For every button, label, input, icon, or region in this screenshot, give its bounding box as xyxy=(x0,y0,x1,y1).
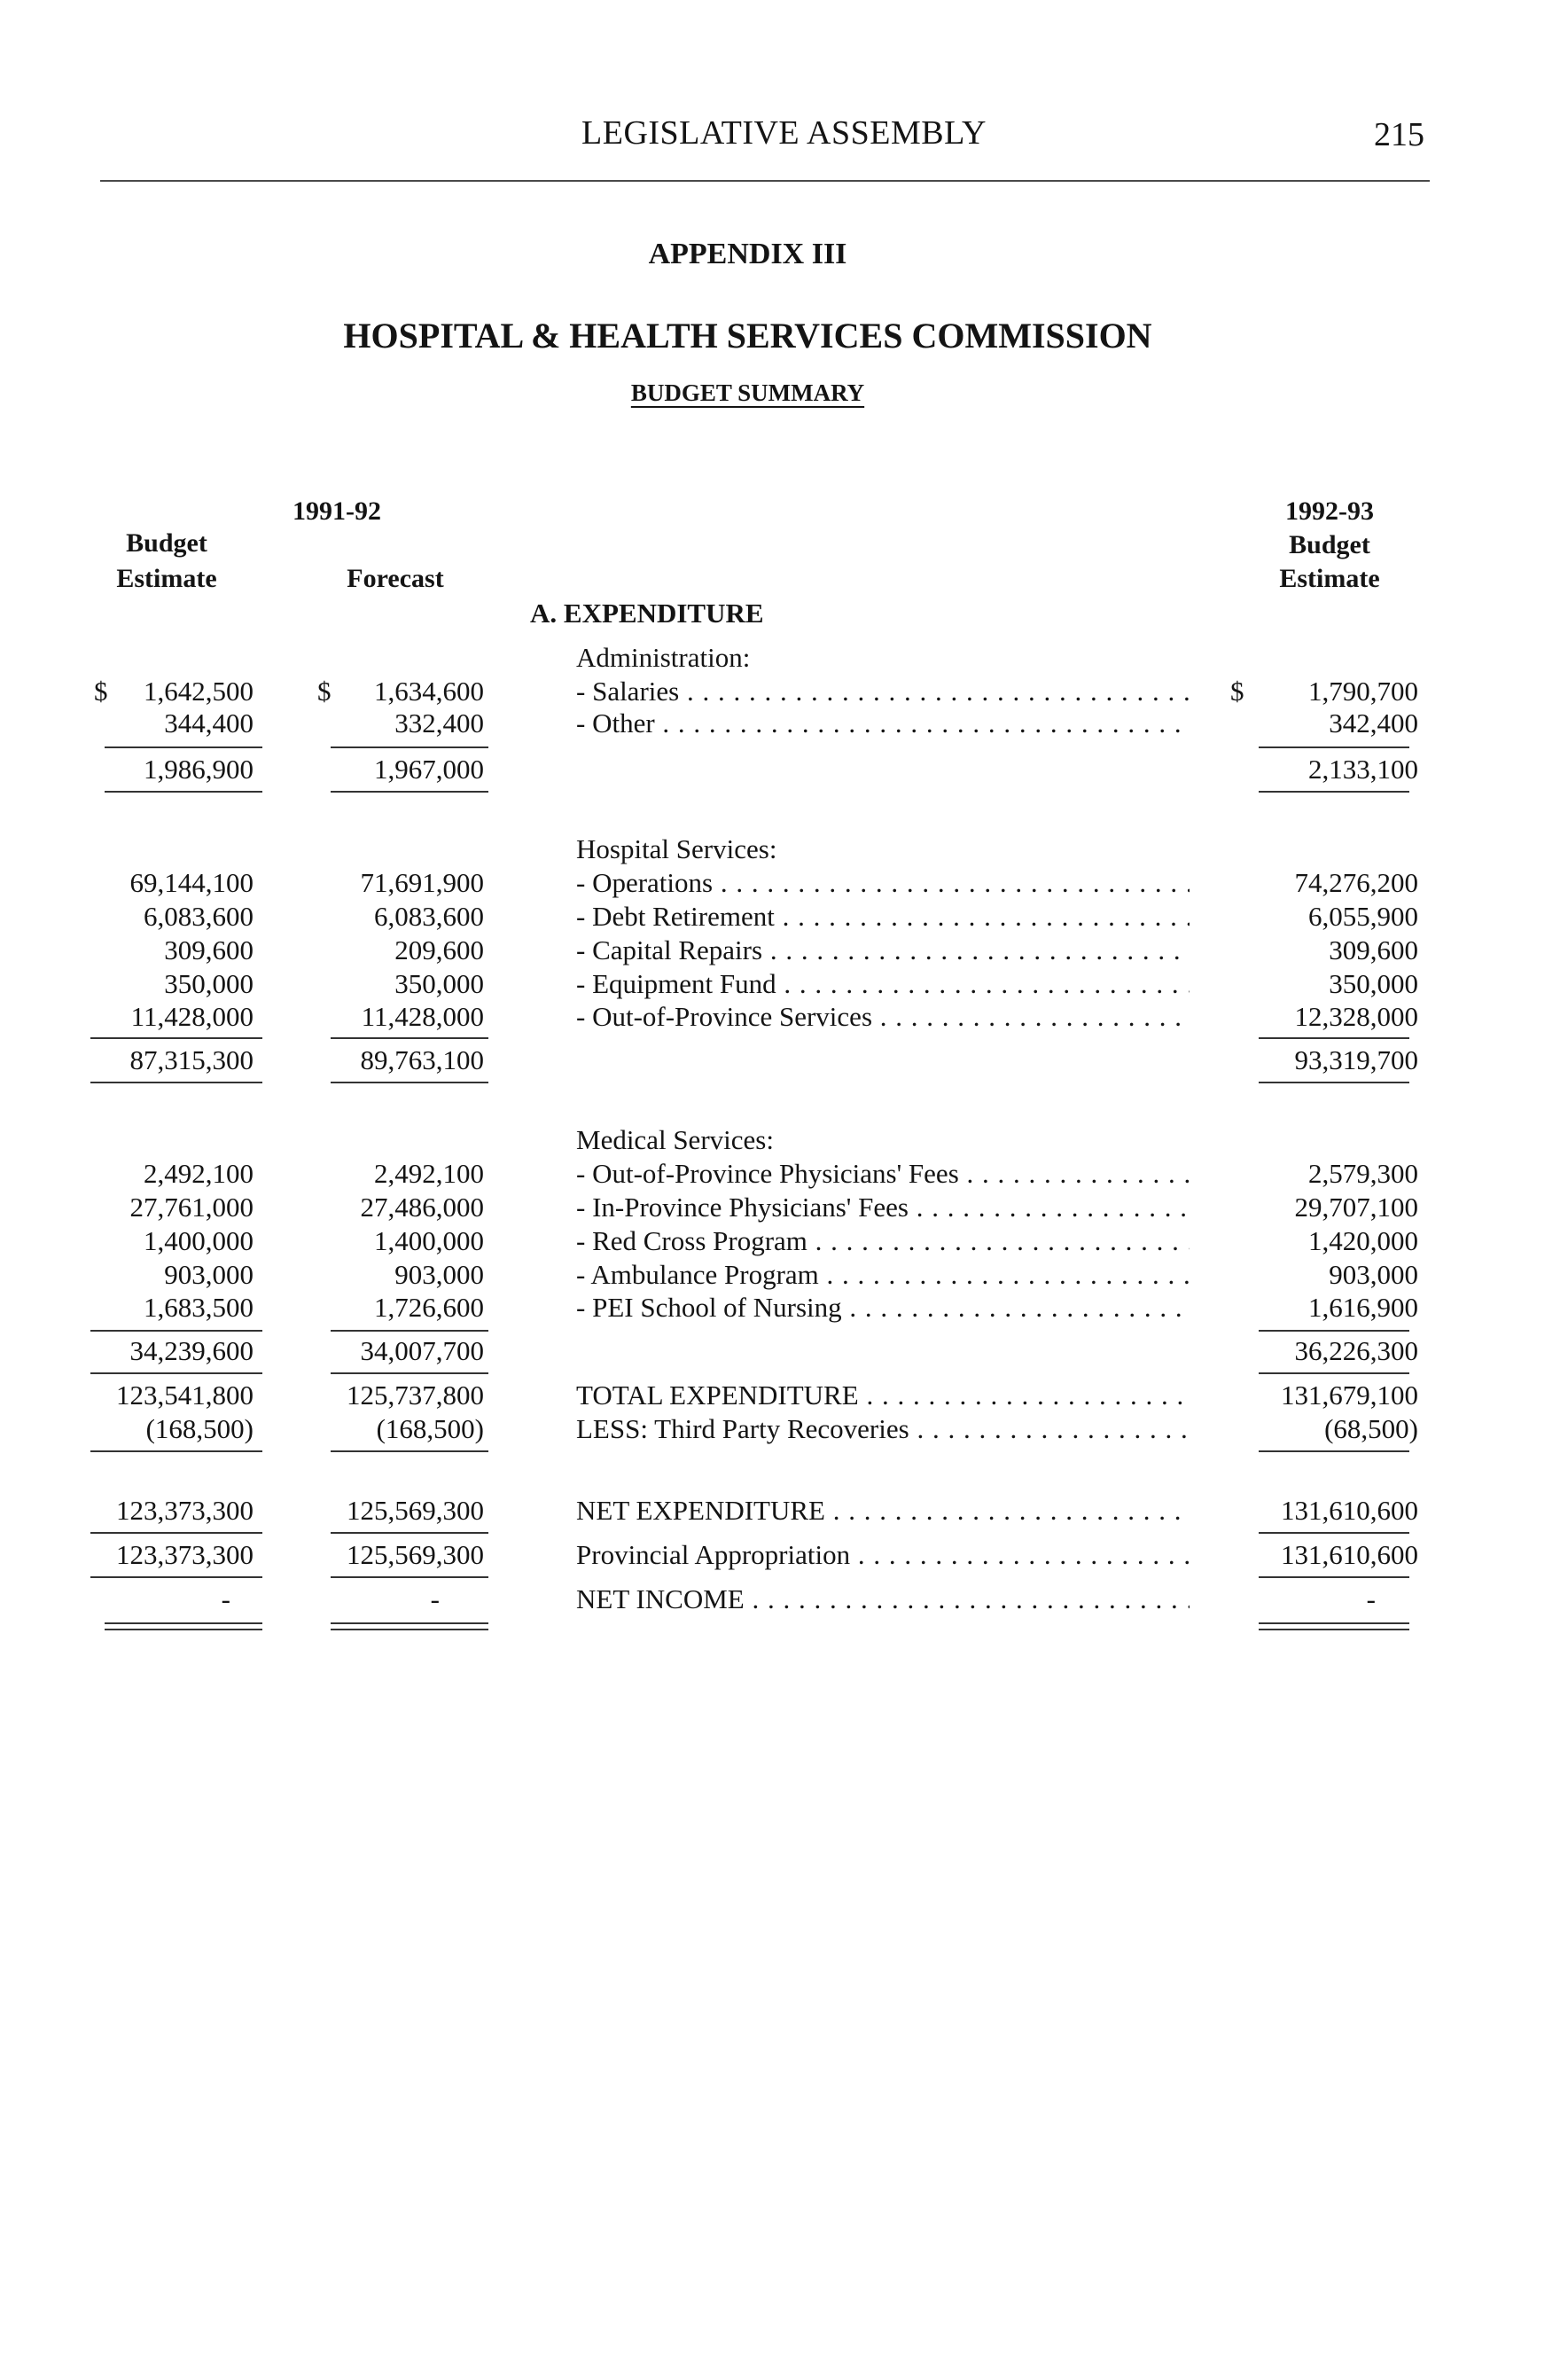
total-expenditure-label: TOTAL EXPENDITURE . . . xyxy=(576,1379,1190,1411)
administration-heading: Administration: xyxy=(576,642,751,673)
section-a-heading: A. EXPENDITURE xyxy=(530,598,764,629)
subtotal-rule xyxy=(105,746,262,748)
subtotal-rule xyxy=(90,1330,262,1332)
budget-1992-heading: Budget xyxy=(1289,530,1370,559)
subtotal-rule xyxy=(331,1037,488,1039)
hosp-operations-forecast: 71,691,900 xyxy=(360,867,484,898)
med-subtotal-est-1991: 34,239,600 xyxy=(129,1335,254,1366)
hosp-oop-forecast: 11,428,000 xyxy=(361,1001,484,1032)
year-1992-heading: 1992-93 xyxy=(1285,496,1374,526)
total-expenditure-est-1992: 131,679,100 xyxy=(1281,1379,1418,1411)
recoveries-forecast: (168,500) xyxy=(376,1413,484,1444)
hosp-operations-est-1992: 74,276,200 xyxy=(1294,867,1418,898)
hospital-heading: Hospital Services: xyxy=(576,833,777,864)
admin-subtotal-est-1991: 1,986,900 xyxy=(144,754,254,785)
admin-other-label: - Other . . . xyxy=(576,707,1190,739)
hosp-capital-label: - Capital Repairs . . . xyxy=(576,934,1190,966)
net-income-double-rule xyxy=(331,1622,488,1630)
recoveries-rule xyxy=(1259,1450,1409,1452)
hosp-operations-label: - Operations . . . xyxy=(576,867,1190,899)
total-expenditure-forecast: 125,737,800 xyxy=(347,1379,484,1411)
med-redcross-est-1992: 1,420,000 xyxy=(1308,1225,1418,1256)
hosp-equipment-est-1992: 350,000 xyxy=(1329,968,1418,999)
med-ambulance-forecast: 903,000 xyxy=(394,1259,484,1290)
budget-summary-text: BUDGET SUMMARY xyxy=(630,379,865,406)
med-inp-fees-est-1992: 29,707,100 xyxy=(1294,1192,1418,1223)
admin-other-est-1991: 344,400 xyxy=(164,707,254,739)
subtotal-rule xyxy=(1259,746,1409,748)
hosp-oop-est-1991: 11,428,000 xyxy=(130,1001,254,1032)
hosp-debt-label: - Debt Retirement . . . xyxy=(576,901,1190,933)
hosp-capital-forecast: 209,600 xyxy=(394,934,484,965)
hosp-oop-est-1992: 12,328,000 xyxy=(1294,1001,1418,1032)
hosp-oop-label: - Out-of-Province Services . . . xyxy=(576,1001,1190,1033)
budget-1991-heading: Budget xyxy=(126,528,207,558)
hosp-equipment-est-1991: 350,000 xyxy=(164,968,254,999)
med-inp-fees-label: - In-Province Physicians' Fees . . . xyxy=(576,1192,1190,1223)
med-ambulance-label: - Ambulance Program . . . xyxy=(576,1259,1190,1291)
total-expenditure-est-1991: 123,541,800 xyxy=(116,1379,254,1411)
med-oop-fees-est-1991: 2,492,100 xyxy=(144,1158,254,1189)
med-nursing-est-1991: 1,683,500 xyxy=(144,1292,254,1323)
admin-salaries-est-1991: 1,642,500 xyxy=(144,676,254,707)
subtotal-underline xyxy=(90,1372,262,1374)
hosp-capital-est-1992: 309,600 xyxy=(1329,934,1418,965)
subtotal-underline xyxy=(105,791,262,793)
medical-heading: Medical Services: xyxy=(576,1124,774,1155)
med-inp-fees-forecast: 27,486,000 xyxy=(360,1192,484,1223)
med-inp-fees-est-1991: 27,761,000 xyxy=(129,1192,254,1223)
med-oop-fees-forecast: 2,492,100 xyxy=(374,1158,484,1189)
admin-other-forecast: 332,400 xyxy=(394,707,484,739)
hosp-equipment-label: - Equipment Fund . . . xyxy=(576,968,1190,1000)
subtotal-underline xyxy=(1259,1082,1409,1083)
hosp-subtotal-forecast: 89,763,100 xyxy=(360,1044,484,1075)
med-subtotal-est-1992: 36,226,300 xyxy=(1294,1335,1418,1366)
subtotal-rule xyxy=(90,1037,262,1039)
net-income-est-1991: - xyxy=(221,1583,230,1614)
running-head: LEGISLATIVE ASSEMBLY xyxy=(581,114,987,152)
appropriation-rule xyxy=(90,1576,262,1578)
subtotal-underline xyxy=(1259,1372,1409,1374)
appendix-title: APPENDIX III xyxy=(648,238,847,270)
currency-sign: $ xyxy=(94,676,108,707)
med-redcross-label: - Red Cross Program . . . xyxy=(576,1225,1190,1257)
appropriation-rule xyxy=(331,1576,488,1578)
budget-summary-title xyxy=(0,379,1495,407)
net-expenditure-rule xyxy=(331,1532,488,1534)
hosp-capital-est-1991: 309,600 xyxy=(164,934,254,965)
net-expenditure-forecast: 125,569,300 xyxy=(347,1495,484,1526)
net-expenditure-label: NET EXPENDITURE . . . xyxy=(576,1495,1190,1527)
hosp-operations-est-1991: 69,144,100 xyxy=(129,867,254,898)
med-nursing-est-1992: 1,616,900 xyxy=(1308,1292,1418,1323)
page-number: 215 xyxy=(1374,116,1424,153)
admin-salaries-label: - Salaries . . . xyxy=(576,676,1190,707)
currency-sign: $ xyxy=(317,676,332,707)
subtotal-underline xyxy=(1259,791,1409,793)
subtotal-underline xyxy=(331,1372,488,1374)
admin-subtotal-est-1992: 2,133,100 xyxy=(1308,754,1418,785)
med-ambulance-est-1991: 903,000 xyxy=(164,1259,254,1290)
hosp-subtotal-est-1991: 87,315,300 xyxy=(129,1044,254,1075)
net-expenditure-est-1991: 123,373,300 xyxy=(116,1495,254,1526)
med-ambulance-est-1992: 903,000 xyxy=(1329,1259,1418,1290)
year-1991-heading: 1991-92 xyxy=(293,496,381,526)
med-redcross-forecast: 1,400,000 xyxy=(374,1225,484,1256)
net-expenditure-rule xyxy=(90,1532,262,1534)
estimate-1992-heading: Estimate xyxy=(1279,564,1380,593)
subtotal-rule xyxy=(1259,1037,1409,1039)
recoveries-label: LESS: Third Party Recoveries . . . xyxy=(576,1413,1190,1445)
med-subtotal-forecast: 34,007,700 xyxy=(360,1335,484,1366)
appropriation-rule xyxy=(1259,1576,1409,1578)
med-nursing-forecast: 1,726,600 xyxy=(374,1292,484,1323)
appropriation-est-1992: 131,610,600 xyxy=(1281,1539,1418,1570)
subtotal-underline xyxy=(331,791,488,793)
recoveries-rule xyxy=(90,1450,262,1452)
hosp-equipment-forecast: 350,000 xyxy=(394,968,484,999)
subtotal-rule xyxy=(331,1330,488,1332)
subtotal-underline xyxy=(90,1082,262,1083)
hosp-debt-forecast: 6,083,600 xyxy=(374,901,484,932)
appropriation-forecast: 125,569,300 xyxy=(347,1539,484,1570)
med-nursing-label: - PEI School of Nursing . . . xyxy=(576,1292,1190,1324)
net-income-double-rule xyxy=(105,1622,262,1630)
admin-other-est-1992: 342,400 xyxy=(1329,707,1418,739)
hosp-debt-est-1992: 6,055,900 xyxy=(1308,901,1418,932)
header-rule xyxy=(100,180,1430,182)
hosp-subtotal-est-1992: 93,319,700 xyxy=(1294,1044,1418,1075)
appropriation-label: Provincial Appropriation . . . xyxy=(576,1539,1190,1571)
recoveries-rule xyxy=(331,1450,488,1452)
net-expenditure-est-1992: 131,610,600 xyxy=(1281,1495,1418,1526)
net-income-est-1992: - xyxy=(1366,1583,1376,1614)
med-oop-fees-est-1992: 2,579,300 xyxy=(1308,1158,1418,1189)
net-income-double-rule xyxy=(1259,1622,1409,1630)
net-expenditure-rule xyxy=(1259,1532,1409,1534)
net-income-forecast: - xyxy=(430,1583,440,1614)
hosp-debt-est-1991: 6,083,600 xyxy=(144,901,254,932)
appropriation-est-1991: 123,373,300 xyxy=(116,1539,254,1570)
admin-salaries-forecast: 1,634,600 xyxy=(374,676,484,707)
recoveries-est-1992: (68,500) xyxy=(1324,1413,1418,1444)
subtotal-rule xyxy=(1259,1330,1409,1332)
subtotal-underline xyxy=(331,1082,488,1083)
admin-subtotal-forecast: 1,967,000 xyxy=(374,754,484,785)
currency-sign: $ xyxy=(1230,676,1244,707)
med-redcross-est-1991: 1,400,000 xyxy=(144,1225,254,1256)
net-income-label: NET INCOME . . . xyxy=(576,1583,1190,1615)
admin-salaries-est-1992: 1,790,700 xyxy=(1308,676,1418,707)
estimate-1991-heading: Estimate xyxy=(116,564,217,593)
med-oop-fees-label: - Out-of-Province Physicians' Fees . . . xyxy=(576,1158,1190,1190)
recoveries-est-1991: (168,500) xyxy=(145,1413,254,1444)
forecast-heading: Forecast xyxy=(347,564,444,593)
subtotal-rule xyxy=(331,746,488,748)
commission-title: HOSPITAL & HEALTH SERVICES COMMISSION xyxy=(343,316,1152,356)
